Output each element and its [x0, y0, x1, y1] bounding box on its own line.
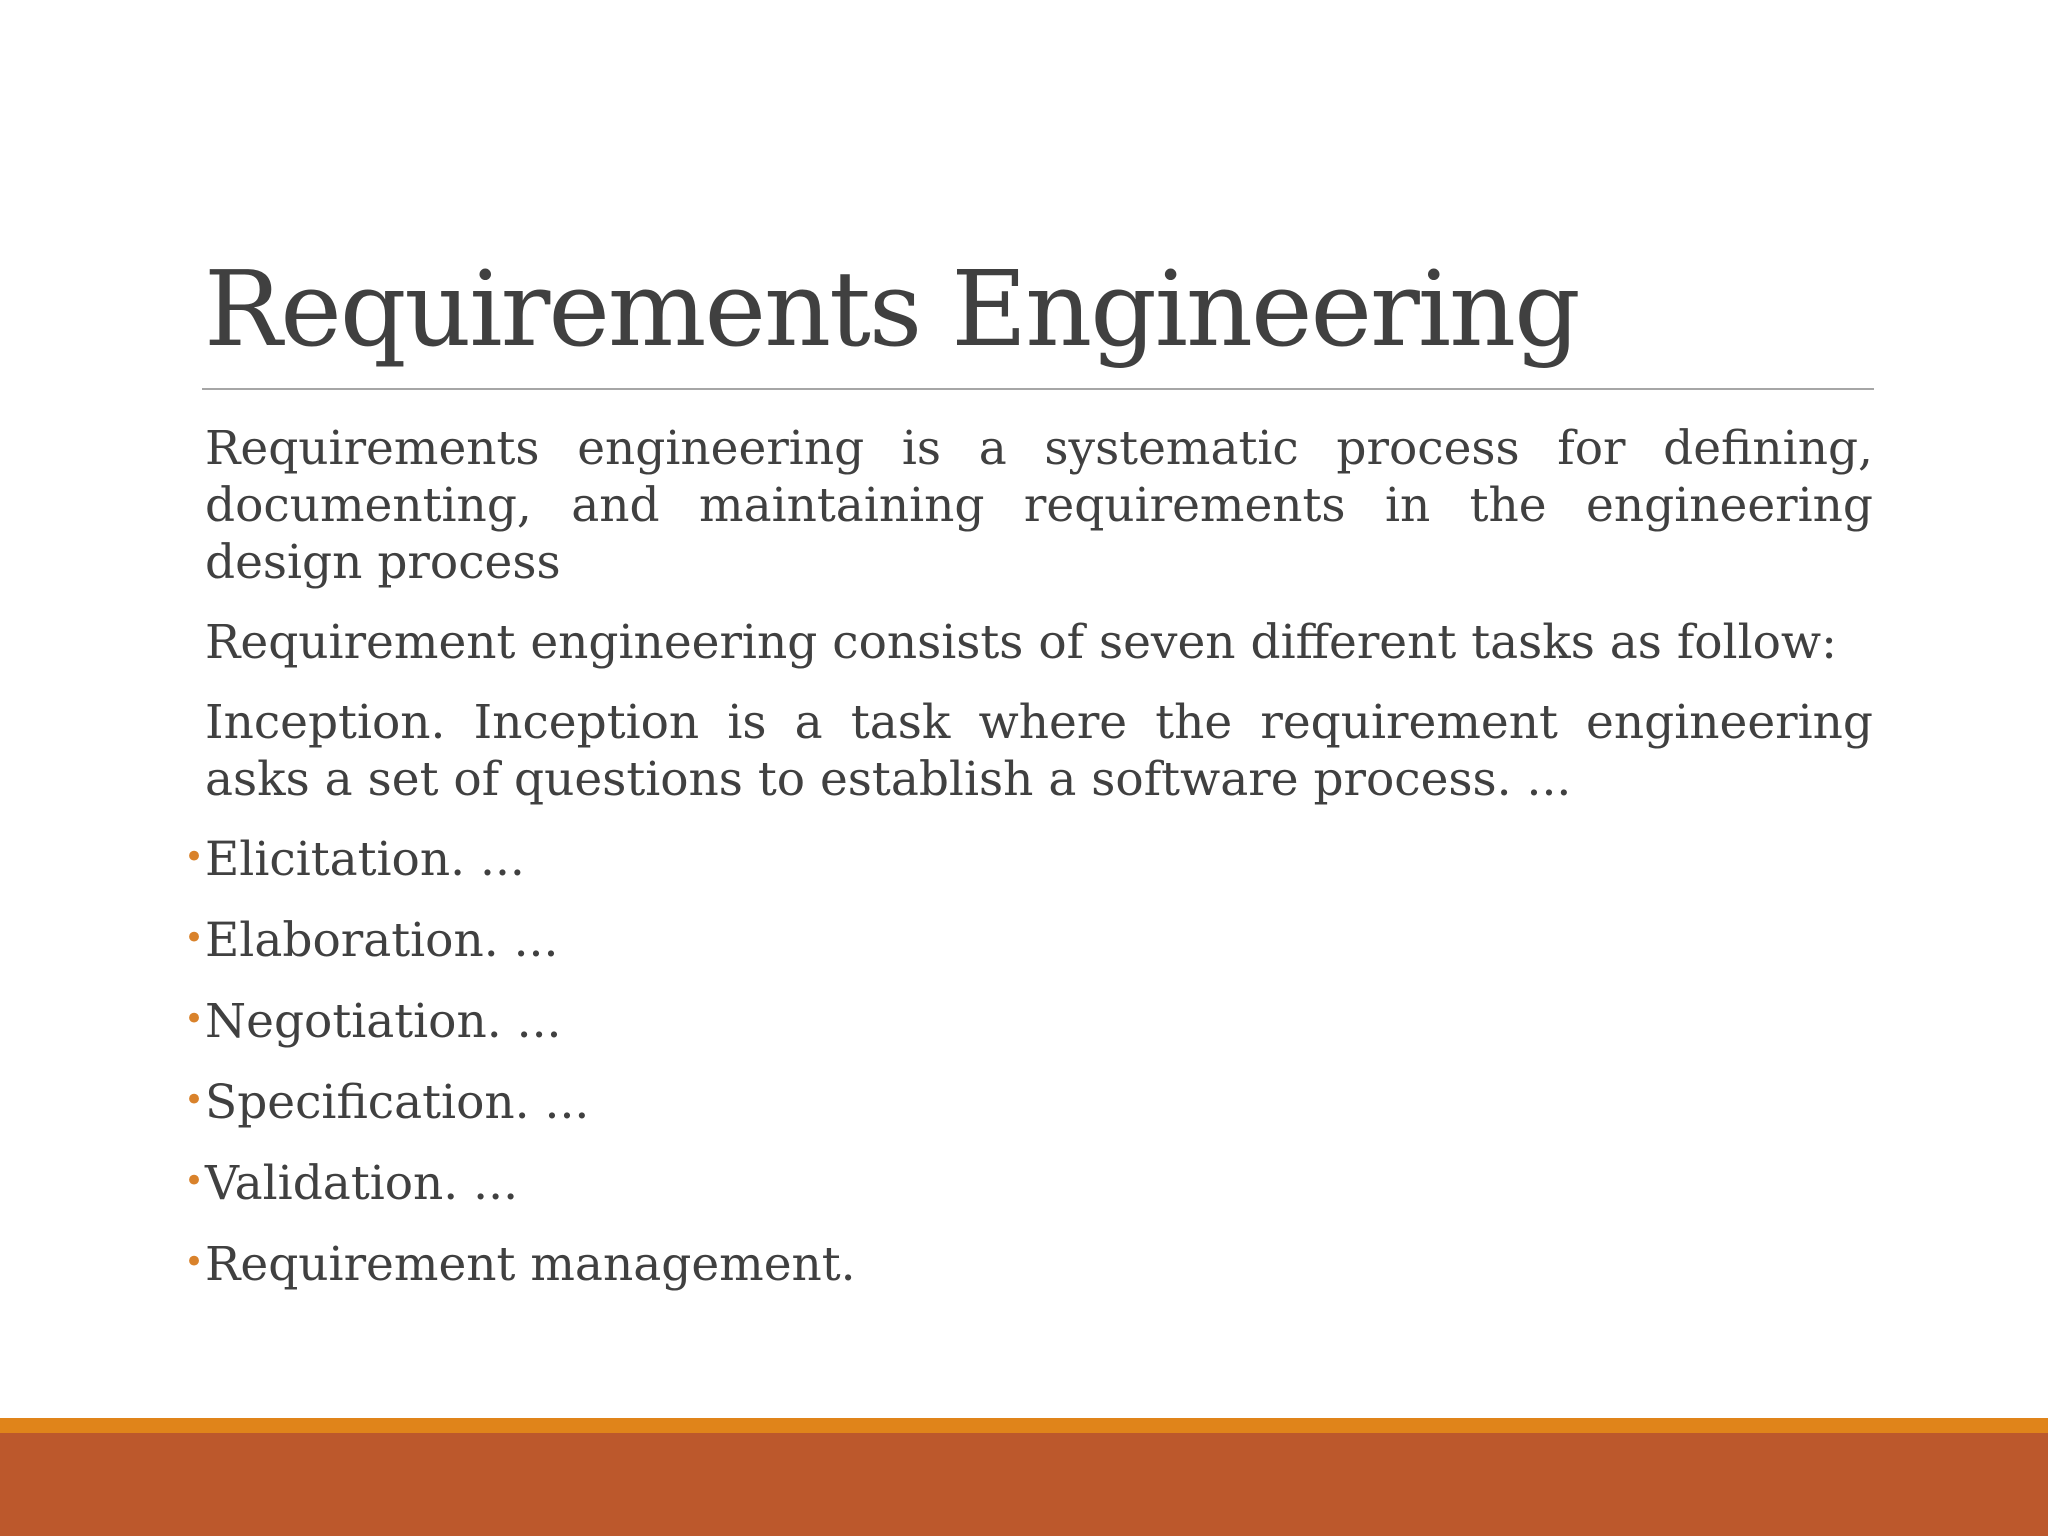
list-item-label: Negotiation. ... [205, 994, 562, 1049]
bullet-icon: • [184, 1161, 205, 1201]
list-item [184, 831, 1873, 888]
bullet-icon: • [184, 918, 205, 958]
task-list [184, 831, 1873, 1293]
slide-body [184, 420, 1873, 1317]
list-item [184, 1074, 1873, 1131]
bullet-icon: • [184, 1242, 205, 1282]
paragraph-inception: Inception. Inception is a task where the requirement engineering asks a set of questions to establish a software process. ... [205, 695, 1873, 807]
paragraph-definition: Requirements engineering is a systematic process for defining, documenting, and maintaining requirements in the engineering design process [205, 421, 1873, 590]
paragraph-tasks-intro: Requirement engineering consists of seven different tasks as follow: [205, 615, 1837, 670]
footer-band [0, 1433, 2048, 1536]
bullet-icon: • [184, 999, 205, 1039]
list-item-label: Elicitation. ... [205, 832, 525, 887]
list-item-label: Specification. ... [205, 1075, 590, 1130]
slide-title: Requirements Engineering [204, 248, 1579, 370]
title-divider [202, 388, 1874, 390]
footer-accent-stripe [0, 1418, 2048, 1433]
list-item [184, 993, 1873, 1050]
list-item-label: Validation. ... [205, 1156, 519, 1211]
list-item [184, 1236, 1873, 1293]
list-item-label: Elaboration. ... [205, 913, 559, 968]
bullet-icon: • [184, 1080, 205, 1120]
list-item [184, 1155, 1873, 1212]
bullet-icon: • [184, 837, 205, 877]
list-item [184, 912, 1873, 969]
list-item-label: Requirement management. [205, 1237, 856, 1292]
